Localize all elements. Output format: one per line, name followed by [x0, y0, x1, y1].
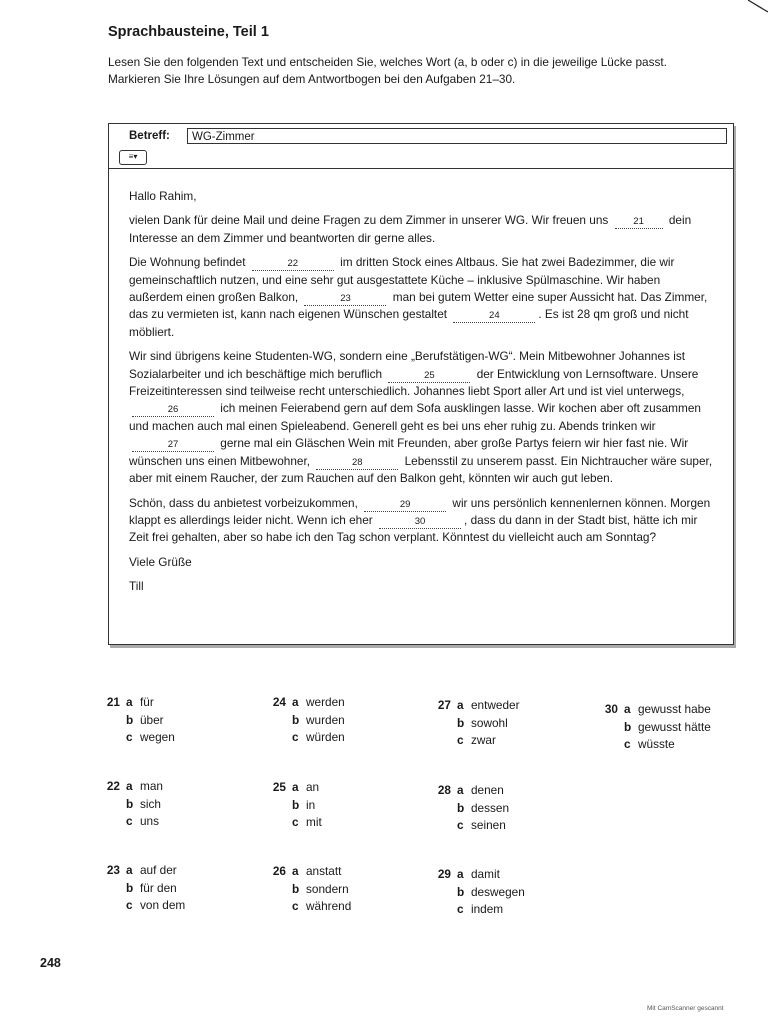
option-c[interactable]: c mit — [292, 815, 322, 829]
email-header — [109, 124, 733, 169]
option-b[interactable]: b über — [126, 712, 164, 727]
greeting: Hallo Rahim, — [129, 189, 197, 203]
text: Schön, dass du anbietest vorbeizukommen, — [129, 495, 358, 510]
text: vielen Dank für deine Mail und deine Fragen zu dem Zimmer in unserer WG. Wir freuen uns — [129, 213, 609, 228]
gap-30: 30 — [379, 516, 461, 529]
option-a[interactable]: a anstatt — [292, 864, 342, 878]
option-a[interactable]: a entweder — [457, 698, 520, 712]
option-c[interactable]: c würden — [292, 730, 345, 744]
paragraph-4 — [129, 495, 715, 547]
option-b[interactable]: b sondern — [292, 881, 349, 896]
option-c[interactable]: c uns — [126, 814, 160, 828]
question-number: 28 — [437, 783, 451, 797]
text: Wir sind übrigens keine Studenten-WG, sondern eine „Berufstätigen-WG“. Mein Mitbewohner Johannes ist Sozialarbeiter und ich beschäftige mich beruflich — [129, 349, 686, 381]
option-a[interactable]: a auf der — [126, 863, 177, 877]
closing: Viele Grüße — [129, 554, 192, 569]
question-number: 22 — [106, 779, 120, 793]
option-b[interactable]: b für den — [126, 880, 177, 895]
text: im dritten Stock eines Altbaus. Sie hat zwei Badezimmer, die wir gemeinschaftlich nutzen, und eine sehr gut ausgestattete Küche – inklusive Spülmaschine. Wir haben außerdem einen großen Balkon, — [129, 255, 675, 305]
option-c[interactable]: c zwar — [457, 733, 496, 747]
question-number: 21 — [106, 695, 120, 709]
option-a[interactable]: a werden — [292, 695, 345, 709]
text: dein Interesse an dem Zimmer und beantworten dir gerne alles. — [129, 213, 692, 245]
text: gerne mal ein Gläschen Wein mit Freunden, aber große Partys feiern wir hier fast nie. Wir wünschen uns einen Mitbewohner, — [129, 436, 689, 468]
subject-field[interactable]: WG-Zimmer — [187, 128, 727, 144]
question-number: 25 — [272, 780, 286, 794]
text: man bei gutem Wetter eine super Aussicht hat. Das Zimmer, das zu vermieten ist, kann nach eigenen Wünschen gestaltet — [129, 290, 708, 322]
page-corner-mark — [744, 0, 768, 14]
option-a[interactable]: a damit — [457, 867, 500, 881]
option-b[interactable]: b sowohl — [457, 715, 508, 730]
gap-24: 24 — [453, 310, 535, 323]
option-b[interactable]: b dessen — [457, 800, 510, 815]
email-body — [129, 188, 715, 603]
text: , dass du dann in der Stadt bist, hätte ich mir Zeit frei gehalten, aber so habe ich den Tag schon verplant. Könntest du vielleicht auch am Sonntag? — [129, 512, 698, 545]
gap-22: 22 — [252, 258, 334, 271]
gap-25: 25 — [388, 370, 470, 383]
option-a[interactable]: a für — [126, 695, 154, 709]
option-b[interactable]: b gewusst hätte — [624, 719, 711, 734]
text: der Entwicklung von Lernsoftware. Unsere Freizeitinteressen sind teilweise recht unterschiedlich. Johannes liebt Sport aller Art und ist viel unterwegs, — [129, 366, 699, 399]
option-c[interactable]: c indem — [457, 902, 504, 916]
option-b[interactable]: b sich — [126, 796, 161, 811]
gap-29: 29 — [364, 499, 446, 512]
option-b[interactable]: b in — [292, 797, 316, 812]
signature: Till — [129, 579, 144, 594]
instruction-line: Lesen Sie den folgenden Text und entscheiden Sie, welches Wort (a, b oder c) in die jeweilige Lücke passt. — [108, 55, 667, 69]
question-number: 26 — [272, 864, 286, 878]
instruction-line: Markieren Sie Ihre Lösungen auf dem Antwortbogen bei den Aufgaben 21–30. — [108, 72, 516, 86]
paragraph-2 — [129, 254, 715, 341]
option-b[interactable]: b wurden — [292, 712, 345, 727]
paragraph-3 — [129, 348, 715, 487]
gap-28: 28 — [316, 457, 398, 470]
question-number: 29 — [437, 867, 451, 881]
page-number: 248 — [40, 956, 61, 970]
option-c[interactable]: c während — [292, 899, 352, 913]
gap-27: 27 — [132, 439, 214, 452]
option-a[interactable]: a gewusst habe — [624, 702, 711, 716]
question-number: 24 — [272, 695, 286, 709]
gap-21: 21 — [615, 216, 663, 229]
option-c[interactable]: c wüsste — [624, 737, 675, 751]
format-menu-icon[interactable]: ≡▾ — [119, 150, 147, 165]
option-a[interactable]: a man — [126, 779, 163, 793]
question-number: 30 — [604, 702, 618, 716]
option-c[interactable]: c von dem — [126, 898, 186, 912]
text: Die Wohnung befindet — [129, 255, 246, 270]
text: Lebensstil zu unserem passt. Ein Nichtraucher wäre super, aber mit einem Raucher, der zum Rauchen auf den Balkon geht, könnten wir auch gut leben. — [129, 453, 713, 486]
question-number: 23 — [106, 863, 120, 877]
text: . Es ist 28 qm groß und nicht möbliert. — [129, 307, 689, 339]
text: ich meinen Feierabend gern auf dem Sofa ausklingen lasse. Wir kochen aber oft zusammen und machen auch mal einen Spieleabend. Generell geht es bei uns eher ruhig zu. Abends trinken wir — [129, 401, 701, 433]
email-window — [108, 123, 734, 645]
gap-23: 23 — [304, 293, 386, 306]
option-a[interactable]: a an — [292, 780, 320, 794]
text: wir uns persönlich kennenlernen können. Morgen klappt es allerdings leider nicht. Wenn ich eher — [129, 495, 711, 527]
instructions — [108, 54, 738, 88]
question-number: 27 — [437, 698, 451, 712]
paragraph-1 — [129, 212, 715, 247]
option-c[interactable]: c wegen — [126, 730, 175, 744]
gap-26: 26 — [132, 404, 214, 417]
scanner-watermark: Mit CamScanner gescannt — [647, 1005, 724, 1012]
subject-label: Betreff: — [129, 130, 170, 142]
option-c[interactable]: c seinen — [457, 818, 506, 832]
option-b[interactable]: b deswegen — [457, 884, 525, 899]
option-a[interactable]: a denen — [457, 783, 504, 797]
section-title: Sprachbausteine, Teil 1 — [108, 24, 269, 40]
